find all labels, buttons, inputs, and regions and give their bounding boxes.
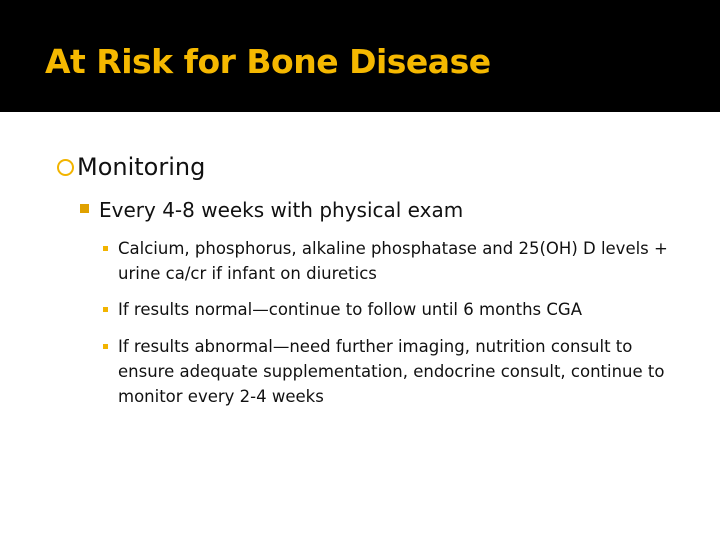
bullet-level-3-abnormal-results xyxy=(103,334,683,409)
bullet-text: If results normal—continue to follow until 6 months CGA xyxy=(118,300,582,319)
bullet-text: Every 4-8 weeks with physical exam xyxy=(99,198,464,222)
hollow-circle-bullet-icon xyxy=(57,159,74,176)
bullet-level-3-normal-results xyxy=(103,297,683,322)
bullet-level-1-monitoring xyxy=(57,151,205,183)
slide-title: At Risk for Bone Disease xyxy=(45,42,491,81)
square-bullet-icon xyxy=(80,204,89,213)
small-square-bullet-icon xyxy=(103,344,108,349)
small-square-bullet-icon xyxy=(103,246,108,251)
bullet-text: If results abnormal—need further imaging, nutrition consult to ensure adequate supplementation, endocrine consult, continue to monitor every 2-4 weeks xyxy=(118,337,665,406)
bullet-text: Calcium, phosphorus, alkaline phosphatase and 25(OH) D levels + urine ca/cr if infant on diuretics xyxy=(118,239,668,283)
small-square-bullet-icon xyxy=(103,307,108,312)
bullet-level-3-lab-tests xyxy=(103,236,683,286)
bullet-text: Monitoring xyxy=(77,153,206,181)
bullet-level-2-schedule xyxy=(80,196,463,224)
